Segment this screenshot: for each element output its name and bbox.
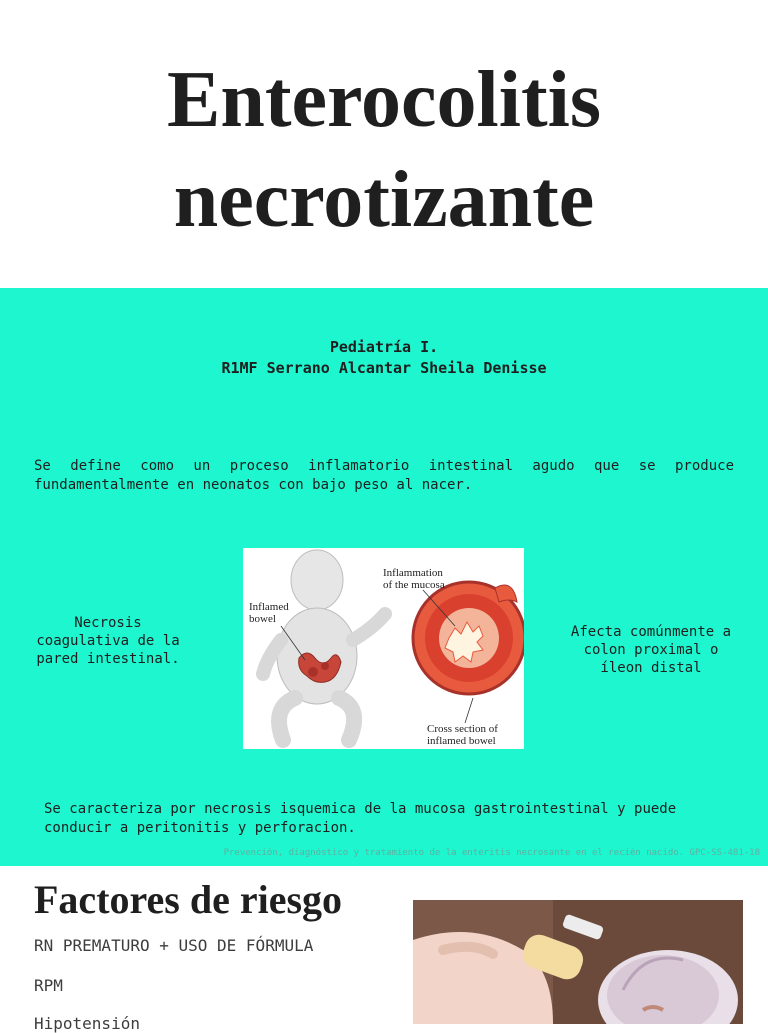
- risk-item: RPM: [34, 976, 63, 995]
- label-cross-1: Cross section of: [427, 723, 498, 735]
- label-mucosa-2: of the mucosa: [383, 579, 445, 591]
- label-inflamed-2: bowel: [249, 613, 276, 625]
- bowel-cross-section: [413, 582, 524, 694]
- label-cross-2: inflamed bowel: [427, 735, 496, 747]
- location-note: Afecta comúnmente a colon proximal o íleon distal: [570, 624, 732, 676]
- reference-citation: Prevención, diagnóstico y tratamiento de la enteritis necrosante en el recién nacido. GPC-SS-481-18: [223, 848, 760, 858]
- baby-figure: [263, 550, 385, 740]
- title-block: [0, 0, 768, 288]
- title-line-2: necrotizante: [173, 156, 595, 244]
- title-line-1: Enterocolitis: [166, 56, 602, 144]
- definition-text: Se define como un proceso inflamatorio intestinal agudo que se produce fundamentalmente en neonatos con bajo peso al nacer.: [34, 458, 734, 493]
- label-mucosa-1: Inflammation: [383, 567, 443, 579]
- label-inflamed-1: Inflamed: [249, 601, 289, 613]
- necrosis-note: Necrosis coagulativa de la pared intestinal.: [36, 615, 180, 667]
- bowel-illustration: [243, 548, 524, 749]
- characterize-text: Se caracteriza por necrosis isquemica de la mucosa gastrointestinal y puede conducir a peritonitis y perforacion.: [44, 801, 677, 836]
- course-label: Pediatría I.: [329, 338, 439, 356]
- risk-item: RN PREMATURO + USO DE FÓRMULA: [34, 936, 314, 955]
- author-name: R1MF Serrano Alcantar Sheila Denisse: [221, 359, 547, 377]
- risk-factors-title: Factores de riesgo: [34, 877, 343, 922]
- content-panel: [0, 288, 768, 866]
- risk-item: Hipotensión: [34, 1014, 140, 1033]
- feeding-photo: [413, 900, 743, 1024]
